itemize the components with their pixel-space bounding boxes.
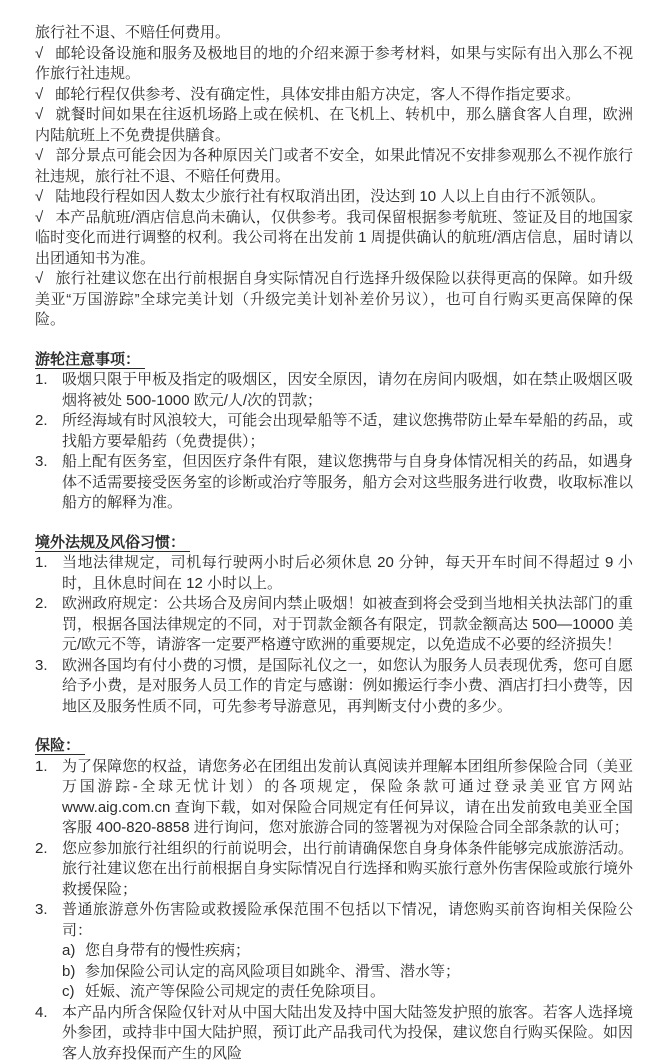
item-number: 3. xyxy=(35,900,62,1003)
bullet-text: 就餐时间如果在往返机场路上或在候机、在飞机上、转机中，那么膳食客人自理，欧洲内陆航班上不免费提供膳食。 xyxy=(35,106,633,144)
item-text: 为了保障您的权益，请您务必在团组出发前认真阅读并理解本团组所参保险合同（美亚万国游踪-全球无忧计划）的各项规定，保险条款可通过登录美亚官方网站 www.aig.com.cn 查询下载，如对保险合同规定有任何异议，请在出发前致电美亚全国客服 400-820-8858 进行询问，您对旅游合同的签署视为对保险合同全部条款的认可； xyxy=(62,757,633,839)
sub-item-label: b) xyxy=(62,962,85,983)
sub-item-text: 参加保险公司认定的高风险项目如跳伞、滑雪、潜水等； xyxy=(85,963,460,980)
sub-item-text: 妊娠、流产等保险公司规定的责任免除项目。 xyxy=(85,983,385,1000)
sub-item-label: a) xyxy=(62,941,85,962)
numbered-item xyxy=(35,656,633,718)
bullet-text: 陆地段行程如因人数太少旅行社有权取消出团，没达到 10 人以上自由行不派领队。 xyxy=(55,188,605,205)
item-text: 船上配有医务室，但因医疗条件有限，建议您携带与自身身体情况相关的药品，如遇身体不适需要接受医务室的诊断或治疗等服务，船方会对这些服务进行收费，收取标准以船方的解释为准。 xyxy=(62,452,633,514)
item-number: 2. xyxy=(35,594,62,656)
item-number: 2. xyxy=(35,411,62,452)
bullet-item xyxy=(35,187,633,208)
bullet-item xyxy=(35,44,633,85)
numbered-item xyxy=(35,452,633,514)
numbered-item xyxy=(35,900,633,1003)
item-number: 2. xyxy=(35,839,62,901)
bullet-item xyxy=(35,269,633,331)
section-heading-text: 保险： xyxy=(35,737,85,755)
sub-item xyxy=(62,941,633,962)
numbered-item xyxy=(35,594,633,656)
bullet-text: 本产品航班/酒店信息尚未确认，仅供参考。我司保留根据参考航班、签证及目的地国家临时变化而进行调整的权利。我公司将在出发前 1 周提供确认的航班/酒店信息，届时请以出团通知书为准。 xyxy=(35,209,633,267)
item-number: 3. xyxy=(35,452,62,514)
bullet-text: 邮轮设备设施和服务及极地目的地的介绍来源于参考材料，如果与实际有出入那么不视作旅行社违规。 xyxy=(35,45,633,83)
check-bullet: √ xyxy=(35,188,55,205)
item-text: 当地法律规定，司机每行驶两小时后必须休息 20 分钟，每天开车时间不得超过 9 小时，且休息时间在 12 小时以上。 xyxy=(62,553,633,594)
item-text-with-subitems xyxy=(62,900,633,1003)
intro-continuation-text: 旅行社不退、不赔任何费用。 xyxy=(35,23,633,44)
sub-item xyxy=(62,982,633,1003)
bullet-item xyxy=(35,105,633,146)
check-bullet: √ xyxy=(35,45,55,62)
section-heading-text: 境外法规及风俗习惯： xyxy=(35,534,190,552)
numbered-item xyxy=(35,1003,633,1064)
item-number: 1. xyxy=(35,757,62,839)
bullet-text: 邮轮行程仅供参考、没有确定性，具体安排由船方决定，客人不得作指定要求。 xyxy=(55,86,580,103)
check-bullet: √ xyxy=(35,147,55,164)
section-heading xyxy=(35,533,633,554)
section-insurance xyxy=(35,736,633,1064)
sub-item xyxy=(62,962,633,983)
sub-item-text: 您自身带有的慢性疾病； xyxy=(85,942,250,959)
section-overseas-laws xyxy=(35,533,633,718)
item-text: 所经海域有时风浪较大，可能会出现晕船等不适，建议您携带防止晕车晕船的药品，或找船方要晕船药（免费提供）； xyxy=(62,411,633,452)
check-bullet: √ xyxy=(35,270,55,287)
item-number: 1. xyxy=(35,553,62,594)
item-text: 吸烟只限于甲板及指定的吸烟区，因安全原因，请勿在房间内吸烟，如在禁止吸烟区吸烟将被处 500-1000 欧元/人/次的罚款； xyxy=(62,370,633,411)
bullet-text: 旅行社建议您在出行前根据自身实际情况自行选择升级保险以获得更高的保障。如升级美亚“万国游踪”全球完美计划（升级完美计划补差价另议），也可自行购买更高保障的保险。 xyxy=(35,270,633,328)
sub-item-label: c) xyxy=(62,982,85,1003)
item-number: 1. xyxy=(35,370,62,411)
bullet-item xyxy=(35,85,633,106)
section-cruise-notes xyxy=(35,350,633,514)
bullet-item xyxy=(35,208,633,270)
numbered-item xyxy=(35,370,633,411)
bullet-text: 部分景点可能会因为各种原因关门或者不安全，如果此情况不安排参观那么不视作旅行社违规，旅行社不退、不赔任何费用。 xyxy=(35,147,633,185)
bullet-item xyxy=(35,146,633,187)
numbered-item xyxy=(35,553,633,594)
item-text: 普通旅游意外伤害险或救援险承保范围不包括以下情况，请您购买前咨询相关保险公司： xyxy=(62,901,633,939)
numbered-item xyxy=(35,757,633,839)
item-text: 欧洲各国均有付小费的习惯，是国际礼仪之一，如您认为服务人员表现优秀，您可自愿给予小费，是对服务人员工作的肯定与感谢：例如搬运行李小费、酒店打扫小费等，因地区及服务性质不同，可先参考导游意见，再判断支付小费的多少。 xyxy=(62,656,633,718)
item-number: 3. xyxy=(35,656,62,718)
numbered-item xyxy=(35,411,633,452)
item-number: 4. xyxy=(35,1003,62,1064)
section-heading xyxy=(35,350,633,371)
check-bullet: √ xyxy=(35,106,55,123)
item-text: 您应参加旅行社组织的行前说明会，出行前请确保您自身身体条件能够完成旅游活动。旅行社建议您在出行前根据自身实际情况自行选择和购买旅行意外伤害保险或旅行境外救援保险； xyxy=(62,839,633,901)
check-bullet: √ xyxy=(35,209,55,226)
section-heading xyxy=(35,736,633,757)
numbered-item xyxy=(35,839,633,901)
section-heading-text: 游轮注意事项： xyxy=(35,351,145,369)
item-text: 本产品内所含保险仅针对从中国大陆出发及持中国大陆签发护照的旅客。若客人选择境外参团，或持非中国大陆护照，预订此产品我司代为投保，建议您自行购买保险。如因客人放弃投保而产生的风险 xyxy=(62,1003,633,1064)
check-bullet: √ xyxy=(35,86,55,103)
item-text: 欧洲政府规定：公共场合及房间内禁止吸烟！如被查到将会受到当地相关执法部门的重罚，根据各国法律规定的不同，对于罚款金额各有限定，罚款金额高达 500—10000 美元/欧元不等，请游客一定要严格遵守欧洲的重要规定，以免造成不必要的经济损失！ xyxy=(62,594,633,656)
